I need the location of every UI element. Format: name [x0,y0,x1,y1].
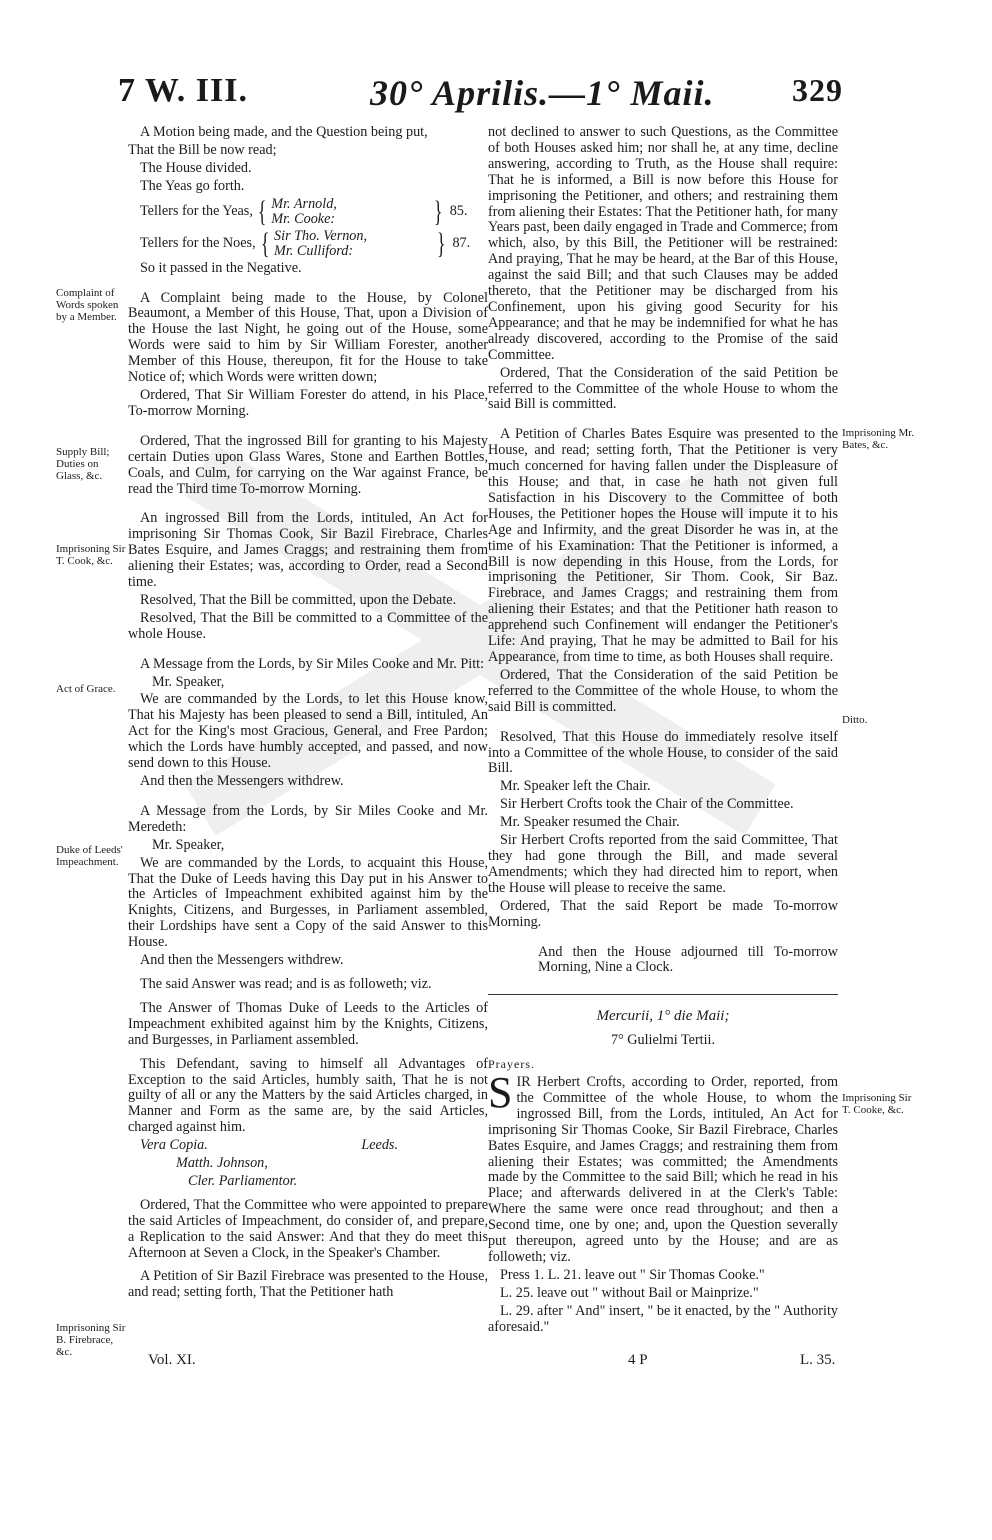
paragraph: So it passed in the Negative. [140,259,302,276]
paragraph: A Message from the Lords, by Sir Miles Cooke and Mr. Meredeth: [128,802,488,835]
margin-note: Act of Grace. [56,683,116,695]
paragraph: Ordered, That Sir William Forester do attend, in his Place, To-morrow Morning. [128,386,488,419]
vera-copia: Vera Copia. [140,1137,208,1154]
paragraph: Mr. Speaker, [152,673,225,690]
section-rule [488,994,838,995]
paragraph: Mr. Speaker left the Chair. [500,778,651,795]
paragraph: We are commanded by the Lords, to let this House know, That his Majesty has been pleased to send a Bill, intituled, An Act for the King's most Gracious, General, and Free Pardon; which the Lords have humbly accepted, and passed, and now send down to this House. [128,691,488,772]
catchword: L. 35. [800,1352,836,1368]
signature-leeds: Leeds. [361,1137,398,1154]
paragraph: not declined to answer to such Questions, as the Committee of both Houses asked him; nor shall he, at any time, decline answering, according to Truth, as the House shall require: That he is informed, a Bill is now before this House for imprisoning the Petitioner, and others; and restraining them from aliening their Estates: That the Petitioner hath, for many Years past, been daily engaged in Trade and Commerce; from which, also, by this Bill, the Petitioner will be restrained: And praying, That he may be heard, at the Bar of this House, against the said Bill; and that such Clauses may be added thereto, that the Petitioner may be discharged from his Confinement, upon his giving good Security for his Appearance; and that he may be indemnified for what he has already discovered, according to the Promise of the said Committee. [488,124,839,363]
paragraph: Ordered, That the said Report be made To-morrow Morning. [488,897,838,930]
brace-icon: { [257,194,267,228]
margin-note: Complaint of Words spoken by a Member. [56,287,119,323]
margin-note: Imprisoning Sir B. Firebrace, &c. [56,1322,126,1358]
amendment: L. 25. leave out " without Bail or Mainprize." [500,1284,759,1301]
paragraph-text: IR Herbert Crofts, according to Order, reported, from the Committee of the whole House, to whom the ingrossed Bill, from the Lords, intituled, An Act for imprisoning Sir Thomas Cooke, Sir Bazil Firebrace, Charles Bates Esquire, and James Craggs; and restraining them from aliening their Estates; was committed; the Amendments made by the Committee to the said Bill; which he read in his Place; and afterwards delivered in at the Clerk's Table: Where the same were once read throughout; and then a Second time, one by one; and, upon the Question severally put thereupon, agreed unto by the House; and are as followeth; viz. [488,1074,838,1265]
paragraph: Ordered, That the Consideration of the said Petition be referred to the Committee of the whole House to whom the said Bill is committed. [488,364,838,413]
paragraph: Ordered, That the Committee who were appointed to prepare the said Articles of Impeachment, do consider of, and prepare, a Replication to the said Answer: And that they do meet this Afternoon at Seven a Clock, in the Speaker's Chamber. [128,1196,488,1261]
reign-heading: 7° Gulielmi Tertii. [610,1032,716,1049]
amendment: L. 29. after " And" insert, " be it enacted, by the " Authority aforesaid." [488,1302,838,1335]
paragraph: Resolved, That the Bill be committed to a Committee of the whole House. [128,609,488,642]
paragraph: We are commanded by the Lords, to acquaint this House, That the Duke of Leeds having this Day put in his Answer to the Articles of Impeachment exhibited against him by the Knights, Citizens, and Burgesses, in Parliament assembled, their Lordships have sent a Copy of the said Answer to this House. [128,854,488,951]
paragraph: A Complaint being made to the House, by Colonel Beaumont, a Member of this House, That, upon a Division of the House the last Night, he going out of the House, some Words were said to him by Sir William Forester, another Member of this House, thereupon, fit for the House to take Notice of; which Words were written down; [128,289,488,386]
paragraph: A Petition of Sir Bazil Firebrace was presented to the House, and read; setting forth, That the Petitioner hath [128,1268,488,1301]
teller-names [271,197,431,227]
paragraph: Resolved, That the Bill be committed, upon the Debate. [140,591,457,608]
paragraph: The Answer of Thomas Duke of Leeds to the Articles of Impeachment exhibited against him by the Knights, Citizens, and Burgesses, in Parliament assembled. [128,999,488,1048]
running-head-date: 30° Aprilis.—1° Maii. [370,73,715,113]
paragraph: An ingrossed Bill from the Lords, intituled, An Act for imprisoning Sir Thomas Cook, Sir Bazil Firebrace, Charles Bates Esquire, and James Craggs; and restraining them from aliening their Estates; was, according to Order, read a Second time. [128,510,488,591]
teller-name: Mr. Cooke: [271,210,336,227]
brace-icon: } [434,194,443,228]
teller-name: Sir Tho. Vernon, [274,227,368,244]
teller-names [274,229,434,259]
page-number: 329 [792,72,843,108]
paragraph: A Message from the Lords, by Sir Miles Cooke and Mr. Pitt: [140,655,485,672]
tellers-label: Tellers for the Noes, [140,234,256,251]
paragraph: Resolved, That this House do immediately resolve itself into a Committee of the whole House, to consider of the said Bill. [488,728,838,777]
clerk-name: Matth. Johnson, [176,1155,268,1172]
paragraph: That the Bill be now read; [128,141,277,158]
teller-name: Mr. Culliford: [274,242,354,259]
margin-note: Imprisoning Sir T. Cooke, &c. [842,1092,912,1116]
margin-note: Supply Bill; Duties on Glass, &c. [56,446,110,482]
teller-name: Mr. Arnold, [271,195,337,212]
paragraph: And then the Messengers withdrew. [140,773,344,789]
paragraph: Mr. Speaker, [152,836,225,853]
division-count: 87. [452,234,471,251]
clerk-title: Cler. Parliamentor. [188,1172,298,1189]
brace-icon: } [436,226,446,260]
paragraph: A Motion being made, and the Question being put, [140,124,428,140]
paragraph: Ordered, That the Consideration of the said Petition be referred to the Committee of the whole House, to whom the said Bill is committed. [488,666,838,715]
paragraph: Mr. Speaker resumed the Chair. [500,814,680,831]
prayers: Prayers. [488,1057,535,1072]
signature-mark: 4 P [628,1352,648,1368]
paragraph: Sir Herbert Crofts took the Chair of the Committee. [500,796,794,813]
running-head-left: 7 W. III. [118,72,248,109]
paragraph: The Yeas go forth. [140,177,245,194]
tellers-noes [140,226,488,260]
paragraph: This Defendant, saving to himself all Advantages of Exception to the said Articles, humbly saith, That he is not guilty of all or any the Matters by the said Articles charged, in Manner and Form as the same are, by the said Articles, charged against him. [128,1055,488,1136]
paragraph: A Petition of Charles Bates Esquire was presented to the House, and read; setting forth, That the Petitioner is very much concerned for having fallen under the Displeasure of this House; and that, in case he hath not given full Satisfaction in his Discovery to the Committee of both Houses, the Petitioner hopes the House will impute it to his Age and Infirmity, and the great Disorder he was in, at the time of his Examination: That the Petitioner is informed, a Bill is now depending in this House, from the Lords, for imprisoning the Petitioner, Sir Thom. Cook, Sir Baz. Firebrace, and James Craggs; and restraining them from aliening their Estates; and that the Petitioner hath reason to apprehend such Confinement will endanger the Petitioner's Life: And praying, That he may be admitted to Bail for his Appearance, from time to time, as both Houses shall require. [488,426,838,665]
paragraph: Sir Herbert Crofts reported from the said Committee, That they had gone through the Bill, and made several Amendments; which they had directed him to report, when the House will please to receive the same. [488,832,838,896]
margin-note: Imprisoning Sir T. Cook, &c. [56,543,126,567]
amendment: Press 1. L. 21. leave out " Sir Thomas Cooke." [500,1266,765,1283]
date-heading: Mercurii, 1° die Maii; [596,1008,730,1025]
margin-note: Ditto. [842,714,868,726]
paragraph [488,1068,838,1266]
drop-cap: S [488,1068,513,1118]
margin-note: Imprisoning Mr. Bates, &c. [842,427,915,451]
left-column [128,125,488,1303]
paragraph: The House divided. [140,159,252,176]
adjournment: And then the House adjourned till To-morrow Morning, Nine a Clock. [538,943,838,976]
division-count: 85. [449,202,468,219]
tellers-label: Tellers for the Yeas, [140,202,253,219]
volume-mark: Vol. XI. [148,1352,196,1368]
attestation [128,1138,488,1154]
right-column [488,125,838,1338]
paragraph: And then the Messengers withdrew. [140,952,344,969]
paragraph: Ordered, That the ingrossed Bill for granting to his Majesty certain Duties upon Glass Wares, Stone and Earthen Bottles, Coals, and Culm, for carrying on the War against France, be read the Third time To-morrow Morning. [128,432,488,497]
brace-icon: { [260,226,270,260]
tellers-yeas [140,194,488,228]
paragraph: The said Answer was read; and is as followeth; viz. [140,975,432,992]
margin-note: Duke of Leeds' Impeachment. [56,844,123,868]
